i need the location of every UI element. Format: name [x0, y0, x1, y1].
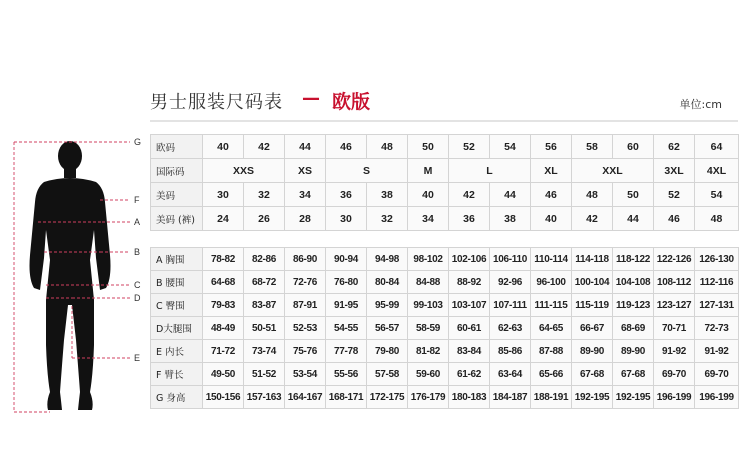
body-measurement-figure	[0, 130, 150, 430]
row-label: A 胸围	[151, 248, 203, 271]
page-subtitle: 欧版	[332, 91, 371, 113]
unit-label: 单位:cm	[679, 98, 722, 111]
table-cell: 62	[654, 135, 695, 159]
table-row	[151, 340, 739, 363]
table-cell: 79-80	[367, 340, 408, 363]
table-cell: 48	[572, 183, 613, 207]
table-cell: 91-92	[695, 340, 739, 363]
table-cell: 32	[244, 183, 285, 207]
table-cell: 46	[654, 207, 695, 231]
figure-label-g: G	[134, 137, 142, 147]
table-cell: XXL	[572, 159, 654, 183]
table-cell: 44	[490, 183, 531, 207]
table-cell: 69-70	[654, 363, 695, 386]
table-cell: 80-84	[367, 271, 408, 294]
table-cell: 40	[531, 207, 572, 231]
table-cell: 82-86	[244, 248, 285, 271]
table-cell: 56	[531, 135, 572, 159]
table-cell: 72-76	[285, 271, 326, 294]
table-cell: 127-131	[695, 294, 739, 317]
table-cell: L	[449, 159, 531, 183]
table-cell: 188-191	[531, 386, 572, 409]
figure-label-f: F	[134, 195, 140, 205]
table-cell: 65-66	[531, 363, 572, 386]
table-row	[151, 248, 739, 271]
page-title: 男士服装尺码表	[150, 92, 283, 113]
table-cell: 67-68	[572, 363, 613, 386]
table-row	[151, 386, 739, 409]
table-cell: 48-49	[203, 317, 244, 340]
table-cell: 40	[203, 135, 244, 159]
table-cell: 68-69	[613, 317, 654, 340]
table-cell: 24	[203, 207, 244, 231]
measurement-labels	[134, 137, 141, 363]
table-cell: 48	[695, 207, 739, 231]
table-cell: 61-62	[449, 363, 490, 386]
table-cell: 46	[531, 183, 572, 207]
table-cell: 79-83	[203, 294, 244, 317]
table-cell: 92-96	[490, 271, 531, 294]
table-cell: 66-67	[572, 317, 613, 340]
table-cell: 100-104	[572, 271, 613, 294]
table-cell: 184-187	[490, 386, 531, 409]
figure-label-d: D	[134, 293, 141, 303]
table-cell: 50	[408, 135, 449, 159]
table-cell: 95-99	[367, 294, 408, 317]
table-cell: 49-50	[203, 363, 244, 386]
row-label: D大腿围	[151, 317, 203, 340]
row-label: E 内长	[151, 340, 203, 363]
row-label: 国际码	[151, 159, 203, 183]
table-cell: 42	[572, 207, 613, 231]
table-cell: 52	[449, 135, 490, 159]
table-cell: 110-114	[531, 248, 572, 271]
size-conversion-table	[150, 134, 739, 231]
table-cell: 77-78	[326, 340, 367, 363]
table-cell: 150-156	[203, 386, 244, 409]
table-cell: 52	[654, 183, 695, 207]
table-cell: 63-64	[490, 363, 531, 386]
table-cell: 126-130	[695, 248, 739, 271]
table-cell: 89-90	[572, 340, 613, 363]
table-cell: 64-65	[531, 317, 572, 340]
table-cell: M	[408, 159, 449, 183]
table-row	[151, 135, 739, 159]
table-cell: 38	[490, 207, 531, 231]
table-cell: 34	[408, 207, 449, 231]
figure-label-c: C	[134, 280, 141, 290]
table-cell: 94-98	[367, 248, 408, 271]
table-row	[151, 317, 739, 340]
table-cell: 40	[408, 183, 449, 207]
table-cell: 91-92	[654, 340, 695, 363]
table-cell: 52-53	[285, 317, 326, 340]
row-label: C 臀围	[151, 294, 203, 317]
table-cell: 51-52	[244, 363, 285, 386]
title-block	[150, 88, 730, 120]
table-cell: 115-119	[572, 294, 613, 317]
table-cell: 38	[367, 183, 408, 207]
table-cell: S	[326, 159, 408, 183]
table-cell: 64-68	[203, 271, 244, 294]
table-cell: 119-123	[613, 294, 654, 317]
table-cell: 168-171	[326, 386, 367, 409]
table-cell: 28	[285, 207, 326, 231]
table-cell: 56-57	[367, 317, 408, 340]
table-cell: 72-73	[695, 317, 739, 340]
table-cell: 42	[244, 135, 285, 159]
table-cell: 42	[449, 183, 490, 207]
row-label: 欧码	[151, 135, 203, 159]
figure-label-e: E	[134, 353, 141, 363]
table-cell: 60	[613, 135, 654, 159]
title-divider	[150, 120, 738, 122]
table-row	[151, 183, 739, 207]
table-cell: 76-80	[326, 271, 367, 294]
table-cell: 34	[285, 183, 326, 207]
table-cell: 48	[367, 135, 408, 159]
table-cell: 118-122	[613, 248, 654, 271]
table-cell: 85-86	[490, 340, 531, 363]
table-cell: 99-103	[408, 294, 449, 317]
table-cell: 54	[490, 135, 531, 159]
table-cell: 172-175	[367, 386, 408, 409]
table-cell: 103-107	[449, 294, 490, 317]
table-row	[151, 271, 739, 294]
table-cell: XL	[531, 159, 572, 183]
table-cell: 106-110	[490, 248, 531, 271]
table-cell: 192-195	[613, 386, 654, 409]
table-cell: 108-112	[654, 271, 695, 294]
table-cell: 87-88	[531, 340, 572, 363]
table-cell: 30	[326, 207, 367, 231]
table-cell: 58	[572, 135, 613, 159]
table-cell: 44	[285, 135, 326, 159]
table-cell: 4XL	[695, 159, 739, 183]
table-cell: 32	[367, 207, 408, 231]
table-cell: 50	[613, 183, 654, 207]
table-cell: 114-118	[572, 248, 613, 271]
row-label: 美码	[151, 183, 203, 207]
table-cell: 58-59	[408, 317, 449, 340]
table-cell: 36	[326, 183, 367, 207]
table-row	[151, 363, 739, 386]
table-cell: 78-82	[203, 248, 244, 271]
table-cell: 70-71	[654, 317, 695, 340]
table-cell: 54	[695, 183, 739, 207]
row-label: F 臂长	[151, 363, 203, 386]
table-cell: 68-72	[244, 271, 285, 294]
table-cell: 83-87	[244, 294, 285, 317]
table-cell: 53-54	[285, 363, 326, 386]
table-cell: 112-116	[695, 271, 739, 294]
table-cell: 60-61	[449, 317, 490, 340]
figure-label-b: B	[134, 247, 141, 257]
table-cell: 89-90	[613, 340, 654, 363]
table-cell: 176-179	[408, 386, 449, 409]
table-cell: 90-94	[326, 248, 367, 271]
row-label: 美码 (裤)	[151, 207, 203, 231]
table-cell: 26	[244, 207, 285, 231]
table-cell: 83-84	[449, 340, 490, 363]
table-cell: 102-106	[449, 248, 490, 271]
table-cell: 111-115	[531, 294, 572, 317]
table-cell: 54-55	[326, 317, 367, 340]
table-cell: 88-92	[449, 271, 490, 294]
table-cell: XS	[285, 159, 326, 183]
figure-label-a: A	[134, 217, 141, 227]
table-cell: 123-127	[654, 294, 695, 317]
table-cell: 196-199	[695, 386, 739, 409]
title-dash: —	[302, 88, 320, 109]
table-cell: 91-95	[326, 294, 367, 317]
table-cell: 59-60	[408, 363, 449, 386]
table-cell: 30	[203, 183, 244, 207]
body-silhouette	[30, 141, 111, 410]
table-cell: 84-88	[408, 271, 449, 294]
table-cell: 107-111	[490, 294, 531, 317]
table-cell: 87-91	[285, 294, 326, 317]
table-row	[151, 207, 739, 231]
table-cell: 62-63	[490, 317, 531, 340]
table-cell: XXS	[203, 159, 285, 183]
table-cell: 55-56	[326, 363, 367, 386]
table-cell: 164-167	[285, 386, 326, 409]
table-cell: 86-90	[285, 248, 326, 271]
table-cell: 196-199	[654, 386, 695, 409]
table-cell: 3XL	[654, 159, 695, 183]
table-cell: 64	[695, 135, 739, 159]
table-cell: 104-108	[613, 271, 654, 294]
table-row	[151, 159, 739, 183]
table-cell: 98-102	[408, 248, 449, 271]
table-cell: 192-195	[572, 386, 613, 409]
table-cell: 67-68	[613, 363, 654, 386]
body-measurement-table	[150, 247, 739, 409]
table-cell: 69-70	[695, 363, 739, 386]
table-cell: 44	[613, 207, 654, 231]
table-cell: 71-72	[203, 340, 244, 363]
table-cell: 46	[326, 135, 367, 159]
row-label: B 腰围	[151, 271, 203, 294]
table-cell: 122-126	[654, 248, 695, 271]
row-label: G 身高	[151, 386, 203, 409]
table-cell: 73-74	[244, 340, 285, 363]
table-cell: 75-76	[285, 340, 326, 363]
table-cell: 57-58	[367, 363, 408, 386]
table-cell: 36	[449, 207, 490, 231]
table-cell: 96-100	[531, 271, 572, 294]
table-row	[151, 294, 739, 317]
table-cell: 157-163	[244, 386, 285, 409]
table-cell: 180-183	[449, 386, 490, 409]
table-cell: 81-82	[408, 340, 449, 363]
table-cell: 50-51	[244, 317, 285, 340]
